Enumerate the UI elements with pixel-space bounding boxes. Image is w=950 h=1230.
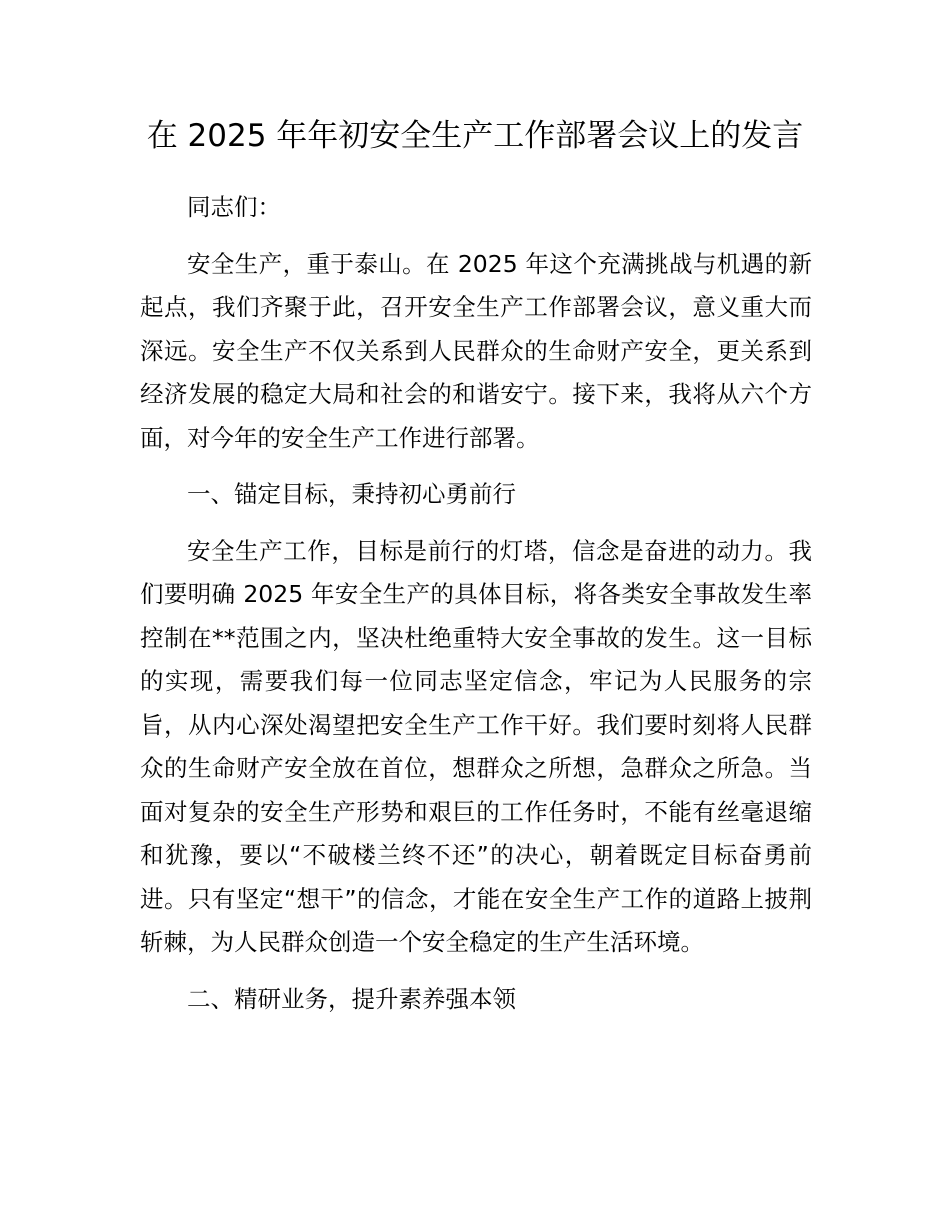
section-1-paragraph: 安全生产工作，目标是前行的灯塔，信念是奋进的动力。我们要明确 2025 年安全生产的具体目标，将各类安全事故发生率控制在**范围之内，坚决杜绝重特大安全事故的发生。这一目标的实现，需要我们每一位同志坚定信念，牢记为人民服务的宗旨，从内心深处渴望把安全生产工作干好。我们要时刻将人民群众的生命财产安全放在首位，想群众之所想，急群众之所急。当面对复杂的安全生产形势和艰巨的工作任务时，不能有丝毫退缩和犹豫，要以“不破楼兰终不还”的决心，朝着既定目标奋勇前进。只有坚定“想干”的信念，才能在安全生产工作的道路上披荆斩棘，为人民群众创造一个安全稳定的生产生活环境。 — [140, 536, 812, 956]
document-title: 在 2025 年年初安全生产工作部署会议上的发言 — [146, 118, 804, 154]
salutation: 同志们： — [187, 193, 281, 221]
intro-paragraph: 安全生产，重于泰山。在 2025 年这个充满挑战与机遇的新起点，我们齐聚于此，召开安全生产工作部署会议，意义重大而深远。安全生产不仅关系到人民群众的生命财产安全，更关系到经济发展的稳定大局和社会的和谐安宁。接下来，我将从六个方面，对今年的安全生产工作进行部署。 — [140, 249, 812, 452]
section-heading-1: 一、锚定目标，秉持初心勇前行 — [187, 480, 516, 508]
document-body — [140, 186, 812, 1034]
section-heading-2: 二、精研业务，提升素养强本领 — [187, 984, 516, 1013]
